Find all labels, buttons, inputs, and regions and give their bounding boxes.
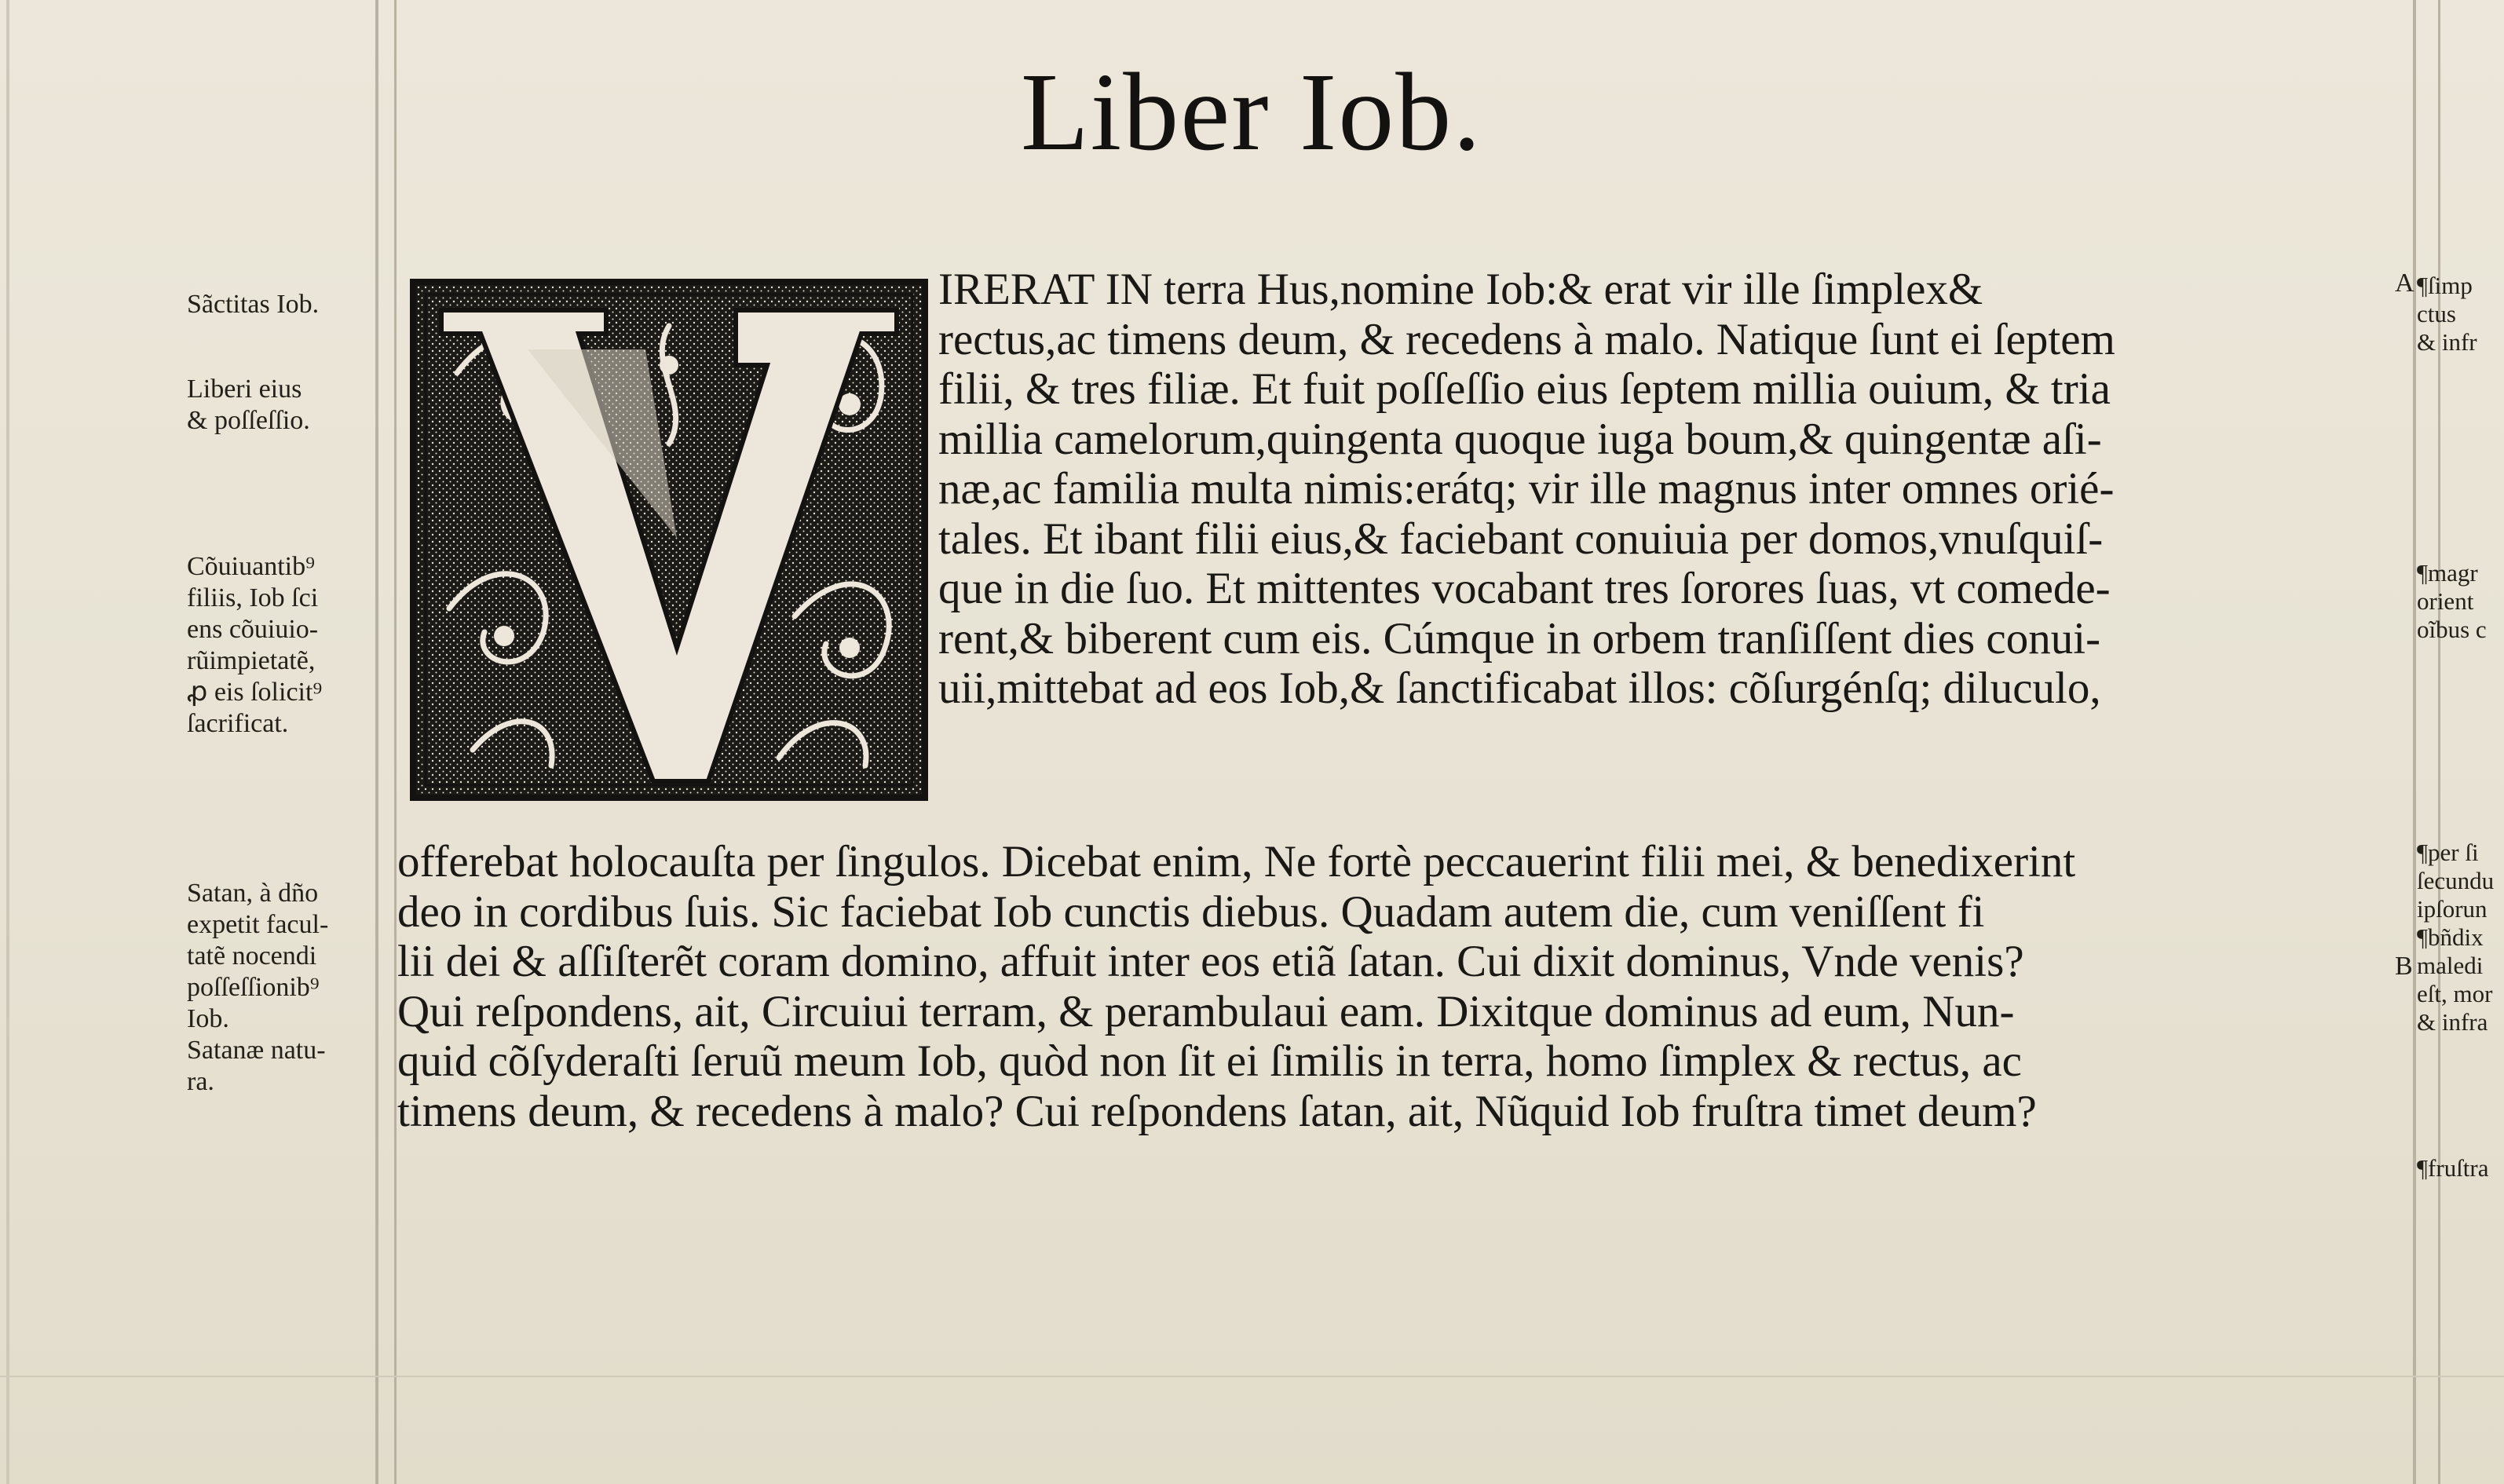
marginal-note <box>187 374 310 437</box>
marginal-note <box>2417 559 2487 644</box>
marginal-note-line: maledi <box>2417 952 2484 979</box>
section-marker-a: A <box>2395 269 2414 298</box>
marginal-note-line: ſecundu <box>2417 867 2495 894</box>
marginal-note-line: ¶fruſtra <box>2417 1154 2489 1182</box>
marginal-note-line: ipſorun <box>2417 895 2488 923</box>
page-title: Liber Iob. <box>1021 49 1482 174</box>
marginal-note-line: Sãctitas Iob. <box>187 290 320 319</box>
marginal-note-line: ¶magr <box>2417 559 2478 587</box>
text-line: deo in cordibus ſuis. Sic faciebat Iob cunctis diebus. Quadam autem die, cum veniſſent fi <box>397 886 1985 937</box>
marginal-note-line: Iob. <box>187 1004 229 1033</box>
marginal-note <box>187 878 328 1035</box>
marginal-note <box>187 1035 326 1098</box>
marginal-note <box>2417 839 2494 1036</box>
marginal-note-line: Cõuiuantib⁹ <box>187 552 315 581</box>
marginal-note-line: orient <box>2417 587 2474 615</box>
decorated-initial-v <box>410 279 928 801</box>
marginal-note-line: & poſſeſſio. <box>187 406 310 435</box>
margin-rule <box>394 0 397 1484</box>
marginal-note-line: ens cõuiuio- <box>187 615 319 644</box>
marginal-note-line: ¶per ſi <box>2417 839 2479 866</box>
text-line: uii,mittebat ad eos Iob,& ſanctificabat illos: cõſurgénſq; diluculo, <box>938 663 2101 713</box>
text-block-full-width <box>397 837 2376 1136</box>
text-line: timens deum, & recedens à malo? Cui reſpondens ſatan, ait, Nũquid Iob fruſtra timet deum? <box>397 1086 2037 1136</box>
marginal-note-line: ¶bñdix <box>2417 923 2484 951</box>
text-line: lii dei & aſſiſterẽt coram domino, affuit inter eos etiã ſatan. Cui dixit dominus, Vnde venis? <box>397 937 2024 986</box>
text-line: næ,ac familia multa nimis:erátq; vir ille magnus inter omnes orié- <box>938 464 2115 514</box>
footer-rule <box>0 1376 2504 1377</box>
text-line: rent,& biberent cum eis. Cúmque in orbem tranſiſſent dies conui- <box>938 613 2101 663</box>
text-line: que in die ſuo. Et mittentes vocabant tres ſorores ſuas, vt comede- <box>938 564 2111 613</box>
marginal-note-line: expetit facul- <box>187 910 329 939</box>
marginal-note <box>187 551 322 740</box>
marginal-note-line: rũimpietatẽ, <box>187 646 316 675</box>
margin-rule <box>2413 0 2416 1484</box>
text-line: tales. Et ibant filii eius,& faciebant conuiuia per domos,vnuſquiſ- <box>938 514 2104 564</box>
marginal-note-line: ſacrificat. <box>187 709 289 738</box>
marginal-note-line: poſſeſſionib⁹ <box>187 973 320 1002</box>
margin-rule <box>6 0 9 1484</box>
text-line: quid cõſyderaſti ſeruũ meum Iob, quòd non ſit ei ſimilis in terra, homo ſimplex & rectus, ac <box>397 1036 2022 1086</box>
marginal-note-line: Liberi eius <box>187 375 302 404</box>
text-line: filii, & tres filiæ. Et fuit poſſeſſio eius ſeptem millia ouium, & tria <box>938 364 2111 414</box>
marginal-note-line: eſt, mor <box>2417 980 2493 1007</box>
marginal-note-line: Satanæ natu- <box>187 1036 326 1065</box>
marginal-note-line: ¶ſimp <box>2417 272 2473 299</box>
marginal-note-line: & infr <box>2417 328 2477 356</box>
margin-rule <box>375 0 378 1484</box>
text-block-beside-initial <box>938 265 2383 714</box>
text-line: millia camelorum,quingenta quoque iuga boum,& quingentæ aſi- <box>938 414 2102 464</box>
text-line: IRERAT IN terra Hus,nomine Iob:& erat vir ille ſimplex& <box>938 265 1983 314</box>
text-line: offerebat holocauſta per ſingulos. Dicebat enim, Ne fortè peccauerint filii mei, & benedixerint <box>397 837 2076 886</box>
marginal-note-line: ra. <box>187 1067 214 1096</box>
marginal-note-line: ꝓ eis ſolicit⁹ <box>187 678 323 707</box>
marginal-note-line: tatẽ nocendi <box>187 941 317 970</box>
marginal-note <box>187 289 319 320</box>
marginal-note <box>2417 1154 2489 1182</box>
marginal-note-line: oĩbus c <box>2417 616 2487 643</box>
margin-rule <box>2438 0 2440 1484</box>
marginal-note-line: & infra <box>2417 1008 2488 1036</box>
section-marker-b: B <box>2395 952 2413 981</box>
marginal-note-line: ctus <box>2417 300 2456 327</box>
marginal-note-line: Satan, à dño <box>187 879 319 908</box>
text-line: Qui reſpondens, ait, Circuiui terram, & perambulaui eam. Dixitque dominus ad eum, Nun- <box>397 986 2015 1036</box>
marginal-note <box>2417 272 2477 356</box>
marginal-note-line: filiis, Iob ſci <box>187 583 319 612</box>
text-line: rectus,ac timens deum, & recedens à malo. Natique ſunt ei ſeptem <box>938 314 2115 364</box>
